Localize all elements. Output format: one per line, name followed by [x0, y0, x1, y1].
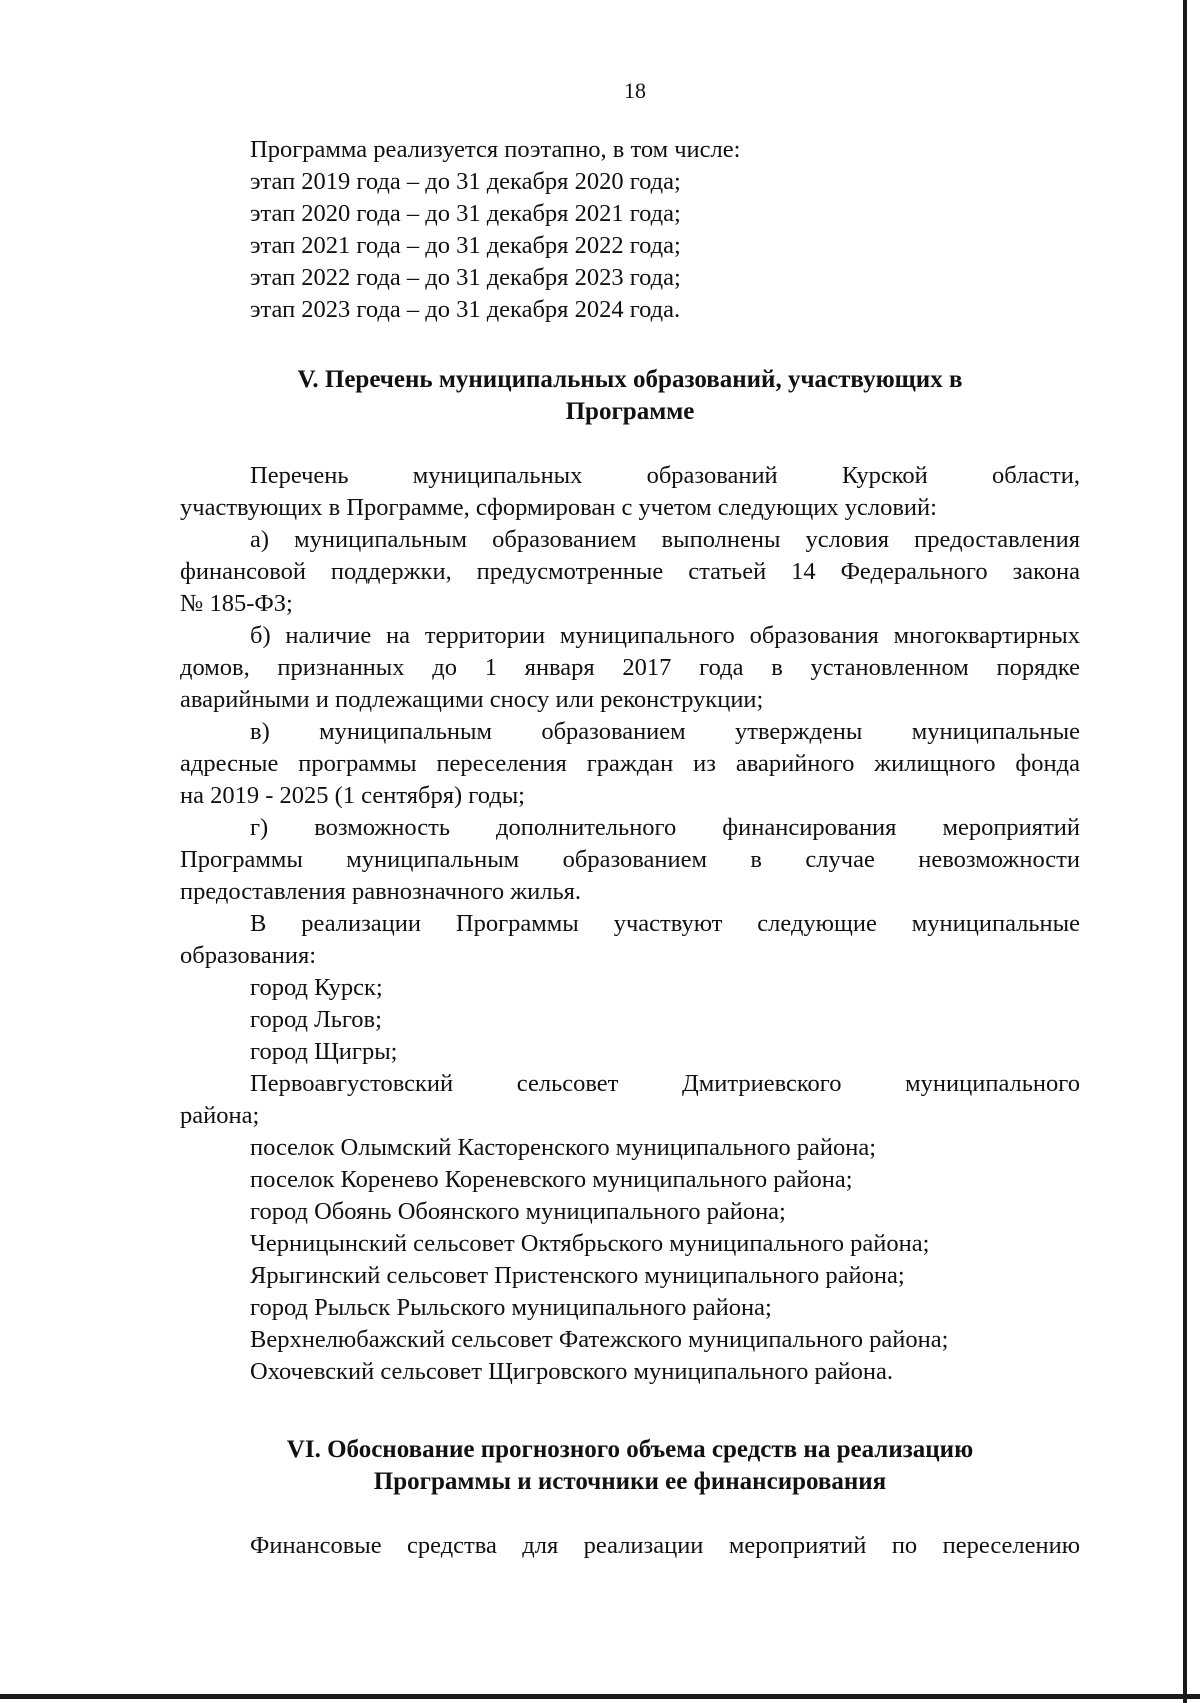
section5-heading-line2: Программе	[565, 398, 695, 425]
body-line: Черницынский сельсовет Октябрьского муниципального района;	[250, 1230, 930, 1257]
body-line: город Рыльск Рыльского муниципального района;	[250, 1294, 772, 1321]
body-line: участвующих в Программе, сформирован с учетом следующих условий:	[180, 494, 937, 521]
body-line: на 2019 - 2025 (1 сентября) годы;	[180, 782, 525, 809]
section5-paragraphs	[180, 460, 1080, 1388]
body-line: город Щигры;	[250, 1038, 398, 1065]
section5-heading-line1: V. Перечень муниципальных образований, участвующих в	[297, 366, 963, 393]
body-line: Программы муниципальным образованием в случае невозможности	[180, 846, 1080, 873]
section6-heading	[180, 1434, 1080, 1498]
section5-heading	[180, 364, 1080, 428]
stage-line: этап 2021 года – до 31 декабря 2022 года;	[250, 232, 681, 259]
body-line: домов, признанных до 1 января 2017 года в установленном порядке	[180, 654, 1080, 681]
body-line: поселок Коренево Кореневского муниципального района;	[250, 1166, 853, 1193]
body-line: финансовой поддержки, предусмотренные статьей 14 Федерального закона	[180, 558, 1080, 585]
body-line: поселок Олымский Касторенского муниципального района;	[250, 1134, 877, 1161]
stage-line: этап 2023 года – до 31 декабря 2024 года.	[250, 296, 681, 323]
page-number: 18	[624, 78, 646, 103]
body-line: Охочевский сельсовет Щигровского муниципального района.	[250, 1358, 894, 1385]
scan-edge-bottom	[0, 1694, 1200, 1699]
body-line: город Льгов;	[250, 1006, 382, 1033]
body-line: б) наличие на территории муниципального образования многоквартирных	[250, 622, 1080, 649]
body-line: № 185-ФЗ;	[180, 590, 293, 617]
body-line: района;	[180, 1102, 260, 1129]
body-line: образования:	[180, 942, 317, 969]
section5-body	[180, 460, 1080, 1388]
body-line: город Обоянь Обоянского муниципального района;	[250, 1198, 786, 1225]
stage-line: этап 2019 года – до 31 декабря 2020 года;	[250, 168, 681, 195]
stage-line: этап 2020 года – до 31 декабря 2021 года;	[250, 200, 681, 227]
section6-heading-line2: Программы и источники ее финансирования	[373, 1468, 887, 1495]
body-line: а) муниципальным образованием выполнены условия предоставления	[250, 526, 1080, 553]
section6-body	[180, 1530, 1080, 1562]
stages-intro: Программа реализуется поэтапно, в том числе:	[250, 136, 741, 163]
body-line: Ярыгинский сельсовет Пристенского муниципального района;	[250, 1262, 905, 1289]
stage-line: этап 2022 года – до 31 декабря 2023 года;	[250, 264, 681, 291]
body-line: Верхнелюбажский сельсовет Фатежского муниципального района;	[250, 1326, 949, 1353]
body-line: адресные программы переселения граждан из аварийного жилищного фонда	[180, 750, 1080, 777]
scan-edge-right	[1183, 0, 1187, 1703]
body-line: аварийными и подлежащими сносу или реконструкции;	[180, 686, 764, 713]
body-line: предоставления равнозначного жилья.	[180, 878, 582, 905]
body-line: Первоавгустовский сельсовет Дмитриевского муниципального	[250, 1070, 1080, 1097]
section6-heading-line1: VI. Обоснование прогнозного объема средств на реализацию	[286, 1436, 974, 1463]
stages-block	[180, 134, 1080, 326]
body-line: г) возможность дополнительного финансирования мероприятий	[250, 814, 1080, 841]
body-line: В реализации Программы участвуют следующие муниципальные	[250, 910, 1080, 937]
body-line: Перечень муниципальных образований Курской области,	[250, 462, 1080, 489]
final-paragraph-line: Финансовые средства для реализации мероприятий по переселению	[250, 1532, 1080, 1559]
body-line: в) муниципальным образованием утверждены муниципальные	[250, 718, 1080, 745]
body-line: город Курск;	[250, 974, 383, 1001]
